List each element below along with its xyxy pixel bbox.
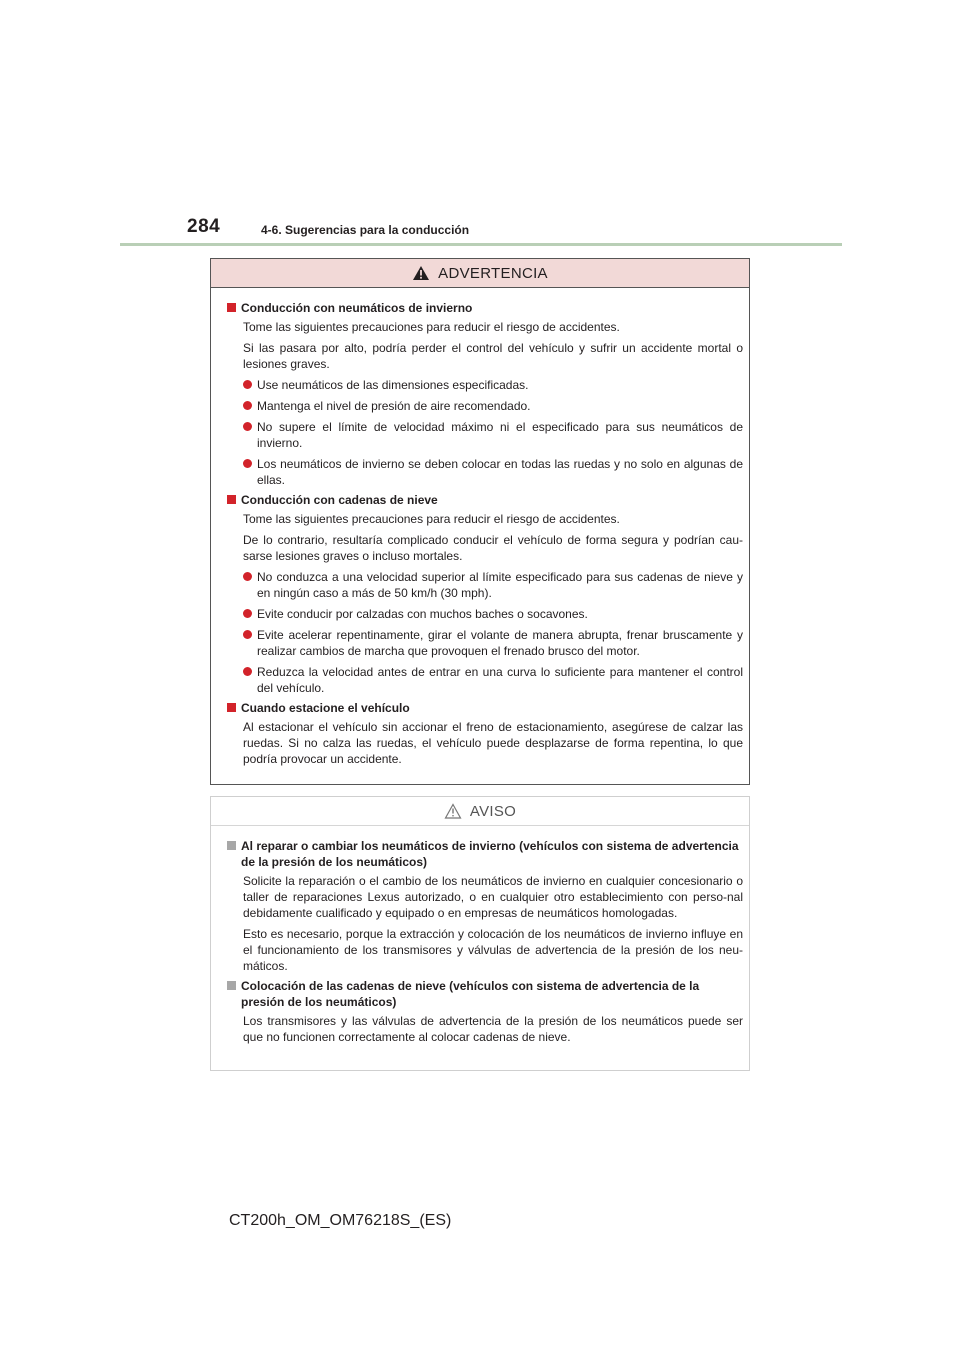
section-heading-text: Conducción con cadenas de nieve (241, 493, 438, 507)
bullet-item (243, 398, 743, 414)
page-header (0, 0, 960, 250)
warning-triangle-icon (412, 265, 430, 281)
round-bullet-icon (243, 401, 252, 410)
paragraph: Tome las siguientes precauciones para reducir el riesgo de accidentes. (243, 320, 620, 334)
bullet-item (243, 569, 743, 601)
notice-body (211, 826, 749, 1045)
warning-title: ADVERTENCIA (438, 264, 548, 282)
section-heading-text: Colocación de las cadenas de nieve (vehículos con sistema de advertencia de la presión de los neumáticos) (241, 979, 700, 1009)
bullet-item (243, 377, 743, 393)
bullet-text: Los neumáticos de invierno se deben colocar en todas las ruedas y no solo en algunas de ellas. (257, 457, 743, 487)
bullet-text: Reduzca la velocidad antes de entrar en una curva lo suficiente para mantener el control del vehículo. (257, 665, 743, 695)
paragraph: Al estacionar el vehículo sin accionar el freno de estacionamiento, asegúrese de calzar las ruedas. Si no calza las ruedas, el vehículo puede desplazarse de forma repentina, lo que podría provocar un accidente. (243, 720, 743, 766)
section-heading-text: Al reparar o cambiar los neumáticos de invierno (vehículos con sistema de advertencia de la presión de los neumáticos) (241, 839, 739, 869)
section-heading-text: Conducción con neumáticos de invierno (241, 301, 473, 315)
round-bullet-icon (243, 422, 252, 431)
section-heading (227, 300, 743, 316)
bullet-item (243, 606, 743, 622)
paragraph: Los transmisores y las válvulas de advertencia de la presión de los neumáticos puede ser que no funcionen correctamente al colocar cadenas de nieve. (243, 1014, 743, 1044)
section-heading (227, 492, 743, 508)
warning-body (211, 288, 749, 767)
section-heading (227, 838, 743, 870)
warning-box-header (211, 259, 749, 288)
bullet-item (243, 627, 743, 659)
round-bullet-icon (243, 459, 252, 468)
paragraph: Esto es necesario, porque la extracción y colocación de los neumáticos de invierno influye en el funcionamiento de los transmisores y válvulas de advertencia de la presión de los neu-máticos. (243, 927, 743, 973)
square-bullet-icon (227, 703, 236, 712)
bullet-text: Evite conducir por calzadas con muchos baches o socavones. (257, 607, 588, 621)
square-bullet-icon (227, 303, 236, 312)
caution-triangle-icon (444, 803, 462, 819)
round-bullet-icon (243, 572, 252, 581)
header-rule (120, 243, 842, 246)
round-bullet-icon (243, 380, 252, 389)
round-bullet-icon (243, 667, 252, 676)
page-number: 284 (187, 216, 221, 237)
square-bullet-icon (227, 495, 236, 504)
notice-title: AVISO (469, 802, 517, 820)
section-title: 4-6. Sugerencias para la conducción (261, 223, 470, 237)
section-heading (227, 978, 743, 1010)
round-bullet-icon (243, 630, 252, 639)
bullet-item (243, 419, 743, 451)
paragraph: Solicite la reparación o el cambio de los neumáticos de invierno en cualquier concesionario o taller de reparaciones Lexus autorizado, o en cualquier otro establecimiento con perso-nal debidamente cualificado y equipado o en empresas de neumáticos homologadas. (243, 874, 743, 920)
bullet-item (243, 456, 743, 488)
document-code: CT200h_OM_OM76218S_(ES) (229, 1212, 452, 1229)
notice-box (210, 796, 750, 1071)
bullet-text: Evite acelerar repentinamente, girar el volante de manera abrupta, frenar bruscamente y realizar cambios de marcha que provoquen el frenado brusco del motor. (257, 628, 743, 658)
bullet-text: Mantenga el nivel de presión de aire recomendado. (257, 399, 531, 413)
section-heading-text: Cuando estacione el vehículo (241, 701, 410, 715)
square-bullet-icon (227, 841, 236, 850)
bullet-text: Use neumáticos de las dimensiones especificadas. (257, 378, 529, 392)
warning-box (210, 258, 750, 785)
bullet-text: No supere el límite de velocidad máximo ni el especificado para sus neumáticos de invierno. (257, 420, 743, 450)
paragraph: Tome las siguientes precauciones para reducir el riesgo de accidentes. (243, 512, 620, 526)
bullet-item (243, 664, 743, 696)
section-heading (227, 700, 743, 716)
paragraph: Si las pasara por alto, podría perder el control del vehículo y sufrir un accidente mortal o lesiones graves. (243, 341, 743, 371)
round-bullet-icon (243, 609, 252, 618)
paragraph: De lo contrario, resultaría complicado conducir el vehículo de forma segura y podrían cau-sarse lesiones graves o incluso mortales. (243, 533, 743, 563)
square-bullet-icon (227, 981, 236, 990)
bullet-text: No conduzca a una velocidad superior al límite especificado para sus cadenas de nieve y en ningún caso a más de 50 km/h (30 mph). (257, 570, 743, 600)
notice-box-header (211, 797, 749, 826)
